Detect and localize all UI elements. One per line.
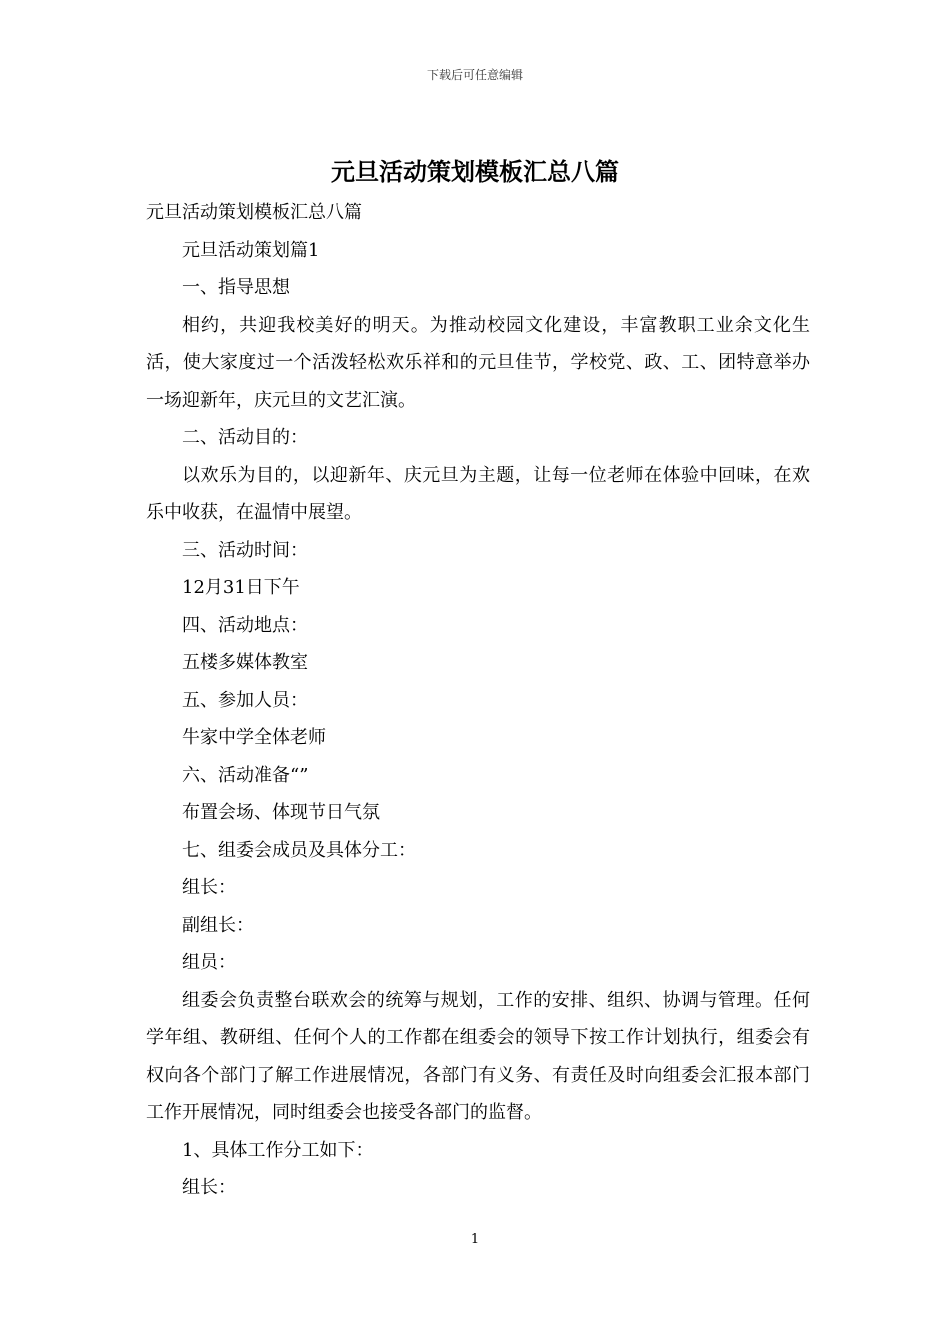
paragraph: 副组长： <box>182 914 254 936</box>
paragraph: 组委会负责整台联欢会的统筹与规划，工作的安排、组织、协调与管理。任何学年组、教研组、任何个人的工作都在组委会的领导下按工作计划执行，组委会有权向各个部门了解工作进展情况，各部门有义务、有责任及时向组委会汇报本部门工作开展情况，同时组委会也接受各部门的监督。 <box>146 989 810 1123</box>
document-body <box>146 194 810 1207</box>
paragraph: 牛家中学全体老师 <box>182 727 326 748</box>
document-title: 元旦活动策划模板汇总八篇 <box>331 157 619 186</box>
paragraph: 布置会场、体现节日气氛 <box>182 802 380 823</box>
header-note: 下载后可任意编辑 <box>426 68 523 82</box>
paragraph: 以欢乐为目的，以迎新年、庆元旦为主题，让每一位老师在体验中回味，在欢乐中收获，在温情中展望。 <box>146 464 810 523</box>
paragraph: 二、活动目的： <box>182 427 308 448</box>
paragraph: 元旦活动策划模板汇总八篇 <box>146 202 362 223</box>
paragraph: 六、活动准备“” <box>182 764 309 786</box>
paragraph: 组长： <box>182 1177 236 1198</box>
paragraph: 相约，共迎我校美好的明天。为推动校园文化建设，丰富教职工业余文化生活，使大家度过一个活泼轻松欢乐祥和的元旦佳节，学校党、政、工、团特意举办一场迎新年，庆元旦的文艺汇演。 <box>146 314 810 411</box>
paragraph: 1、具体工作分工如下： <box>182 1139 374 1161</box>
paragraph: 五楼多媒体教室 <box>182 652 308 673</box>
paragraph: 12月31日下午 <box>182 577 300 598</box>
paragraph: 三、活动时间： <box>182 539 308 561</box>
paragraph: 元旦活动策划篇1 <box>182 239 320 261</box>
paragraph: 组员： <box>182 952 236 973</box>
paragraph: 组长： <box>182 877 236 898</box>
paragraph: 七、组委会成员及具体分工： <box>182 839 416 861</box>
paragraph: 五、参加人员： <box>182 689 308 711</box>
paragraph: 四、活动地点： <box>182 614 308 636</box>
paragraph: 一、指导思想 <box>182 277 290 298</box>
page-number: 1 <box>470 1232 480 1247</box>
